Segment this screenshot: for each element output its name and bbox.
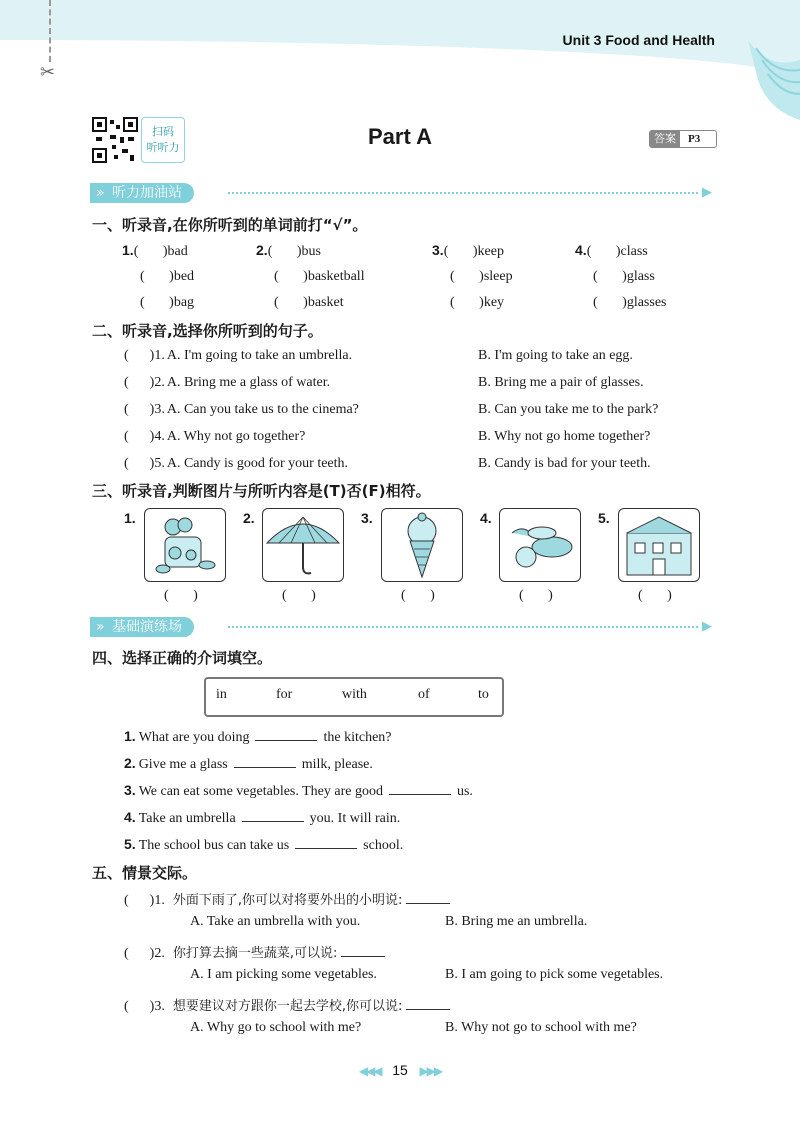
word-bank [204,677,504,717]
q4-text-before: Give me a glass [138,757,228,772]
answer-blank[interactable] [255,740,317,741]
page-number: 15 [392,1062,408,1078]
answer-paren[interactable]: ( ) [124,946,155,961]
q5-prompt: 你打算去摘一些蔬菜,可以说: [172,946,338,961]
q2-option-a: A. Why not go together? [166,429,306,444]
q4-text-after: you. It will rain. [309,811,401,826]
q4-text-before: The school bus can take us [138,838,290,853]
answer-paren[interactable]: ( ) [282,588,316,603]
q2-item[interactable] [124,375,330,391]
answer-paren[interactable]: ( ) [124,402,155,417]
q4-item [124,755,373,773]
q5-number: 2. [154,946,165,961]
candy-icon [144,508,226,582]
q1-word: glass [626,269,655,284]
q1-option[interactable] [575,242,648,260]
q3-number: 2. [243,510,255,526]
q4-number: 4. [124,809,136,825]
q4-item [124,836,403,854]
q2-option-b: B. Why not go home together? [478,429,651,444]
basics-banner-label: » 基础演练场 [90,617,194,637]
answer-blank[interactable] [295,848,357,849]
q1-option[interactable] [122,242,188,260]
q1-word: sleep [483,269,513,284]
q5-option-a: A. Take an umbrella with you. [190,914,361,929]
q4-number: 5. [124,836,136,852]
q2-option-b: B. Bring me a pair of glasses. [478,375,644,390]
q2-number: 2. [154,375,165,390]
answer-blank[interactable] [341,956,385,957]
answer-paren[interactable]: ( ) [124,375,155,390]
q5-number: 3. [154,999,165,1014]
page-footer [0,1062,800,1078]
q4-number: 3. [124,782,136,798]
scissors-icon: ✂ [40,62,56,83]
q5-option-b: B. I am going to pick some vegetables. [445,967,664,982]
q5-option-a: A. I am picking some vegetables. [190,967,378,982]
answer-paren[interactable]: ( ) [124,893,155,908]
q2-option-b: B. I'm going to take an egg. [478,348,633,363]
q2-option-a: A. I'm going to take an umbrella. [166,348,353,363]
q3-number: 4. [480,510,492,526]
basics-banner [90,617,715,637]
q2-option-b: B. Can you take me to the park? [478,402,659,417]
q4-number: 1. [124,728,136,744]
q2-option-a: A. Can you take us to the cinema? [166,402,359,417]
q3-number: 1. [124,510,136,526]
q1-option[interactable] [575,295,667,311]
answer-paren[interactable]: ( ) [443,244,478,259]
answer-blank[interactable] [406,903,450,904]
answer-blank[interactable] [242,821,304,822]
q4-text-before: What are you doing [138,730,250,745]
q1-word: bed [173,269,195,284]
q4-text-after: milk, please. [301,757,373,772]
answer-paren[interactable]: ( ) [140,269,174,284]
q5-number: 1. [154,893,165,908]
q2-number: 4. [154,429,165,444]
q4-text-after: us. [456,784,473,799]
answer-paren[interactable]: ( ) [593,269,627,284]
q1-option[interactable] [432,295,504,311]
q4-item [124,782,473,800]
q5-item [124,995,450,1015]
answer-paren[interactable]: ( ) [274,269,308,284]
listening-banner-label: » 听力加油站 [90,183,194,203]
q1-word: bad [167,244,188,259]
q1-option[interactable] [256,269,365,285]
q2-heading: 二、听录音,选择你所听到的句子。 [92,322,323,340]
banner-arrow-icon: ▶ [702,185,712,200]
answer-blank[interactable] [406,1009,450,1010]
q2-item[interactable] [124,429,305,445]
q4-item [124,728,392,746]
q1-number: 1. [122,242,134,258]
q5-prompt: 想要建议对方跟你一起去学校,你可以说: [172,999,403,1014]
q4-item [124,809,400,827]
answer-paren[interactable]: ( ) [586,244,621,259]
q4-text-after: school. [363,838,404,853]
q4-text-before: Take an umbrella [138,811,236,826]
q4-text-after: the kitchen? [323,730,392,745]
q1-heading: 一、听录音,在你所听到的单词前打“√”。 [92,216,368,234]
answer-blank[interactable] [389,794,451,795]
q5-option-b: B. Why not go to school with me? [445,1020,637,1035]
ice-cream-icon [381,508,463,582]
part-title: Part A [368,124,432,149]
q1-word: class [620,244,648,259]
q1-word: glasses [626,295,667,310]
q1-option[interactable] [432,242,504,260]
q4-number: 2. [124,755,136,771]
umbrella-icon [262,508,344,582]
q1-word: keep [477,244,504,259]
building-icon [618,508,700,582]
answer-paren[interactable]: ( ) [274,295,308,310]
next-arrows-icon: ▶▶▶ [419,1064,442,1078]
word-bank-word: to [478,687,489,702]
answer-paren[interactable]: ( ) [140,295,174,310]
q1-option[interactable] [122,269,194,285]
q4-text-before: We can eat some vegetables. They are good [138,784,383,799]
q1-word: basketball [307,269,365,284]
q2-option-a: A. Bring me a glass of water. [166,375,331,390]
roof-decoration-icon [738,30,800,120]
word-bank-word: with [342,687,367,702]
q4-heading: 四、选择正确的介词填空。 [92,649,273,667]
answer-paren[interactable]: ( ) [124,348,155,363]
answer-paren[interactable]: ( ) [593,295,627,310]
prev-arrows-icon: ◀◀◀ [358,1064,381,1078]
q1-number: 3. [432,242,444,258]
banner-arrow-icon: ▶ [702,619,712,634]
q5-item [124,889,450,909]
q1-number: 4. [575,242,587,258]
word-bank-word: of [418,687,430,702]
q1-word: key [483,295,505,310]
q2-number: 3. [154,402,165,417]
word-bank-word: for [276,687,293,702]
answer-paren[interactable]: ( ) [124,999,155,1014]
q2-option-b: B. Candy is bad for your teeth. [478,456,651,471]
q2-item[interactable] [124,348,352,364]
q1-word: basket [307,295,344,310]
q3-number: 3. [361,510,373,526]
answer-blank[interactable] [234,767,296,768]
q1-word: bus [301,244,321,259]
qr-label-line1: 扫码 [152,125,174,138]
answer-paren[interactable]: ( ) [133,244,168,259]
cut-line [49,0,51,62]
q3-number: 5. [598,510,610,526]
q1-option[interactable] [432,269,513,285]
q1-option[interactable] [122,295,194,311]
q5-item [124,942,385,962]
q1-option[interactable] [256,242,321,260]
answer-paren[interactable]: ( ) [401,588,435,603]
answer-paren[interactable]: ( ) [519,588,553,603]
q2-number: 5. [154,456,165,471]
q2-item[interactable] [124,402,359,418]
qr-label-line2: 听听力 [146,141,180,154]
answer-label: 答案 [650,131,680,147]
unit-title: Unit 3 Food and Health [562,32,715,48]
answer-page: P3 [688,133,701,145]
q5-option-b: B. Bring me an umbrella. [445,914,588,929]
q1-number: 2. [256,242,268,258]
answer-paren[interactable]: ( ) [638,588,672,603]
q3-heading: 三、听录音,判断图片与所听内容是(T)否(F)相符。 [92,482,431,500]
answer-paren[interactable]: ( ) [124,456,155,471]
word-bank-word: in [216,687,227,702]
q5-option-a: A. Why go to school with me? [190,1020,362,1035]
answer-paren[interactable]: ( ) [267,244,302,259]
listening-banner [90,183,715,203]
answer-paren[interactable]: ( ) [450,295,484,310]
q1-option[interactable] [575,269,655,285]
q2-item[interactable] [124,456,348,472]
answer-tag[interactable] [649,130,717,148]
answer-paren[interactable]: ( ) [164,588,198,603]
q5-prompt: 外面下雨了,你可以对将要外出的小明说: [172,893,403,908]
q1-option[interactable] [256,295,344,311]
q2-option-a: A. Candy is good for your teeth. [166,456,349,471]
q1-word: bag [173,295,195,310]
q2-number: 1. [154,348,165,363]
q5-heading: 五、情景交际。 [92,864,198,882]
vegetables-icon [499,508,581,582]
answer-paren[interactable]: ( ) [124,429,155,444]
answer-paren[interactable]: ( ) [450,269,484,284]
